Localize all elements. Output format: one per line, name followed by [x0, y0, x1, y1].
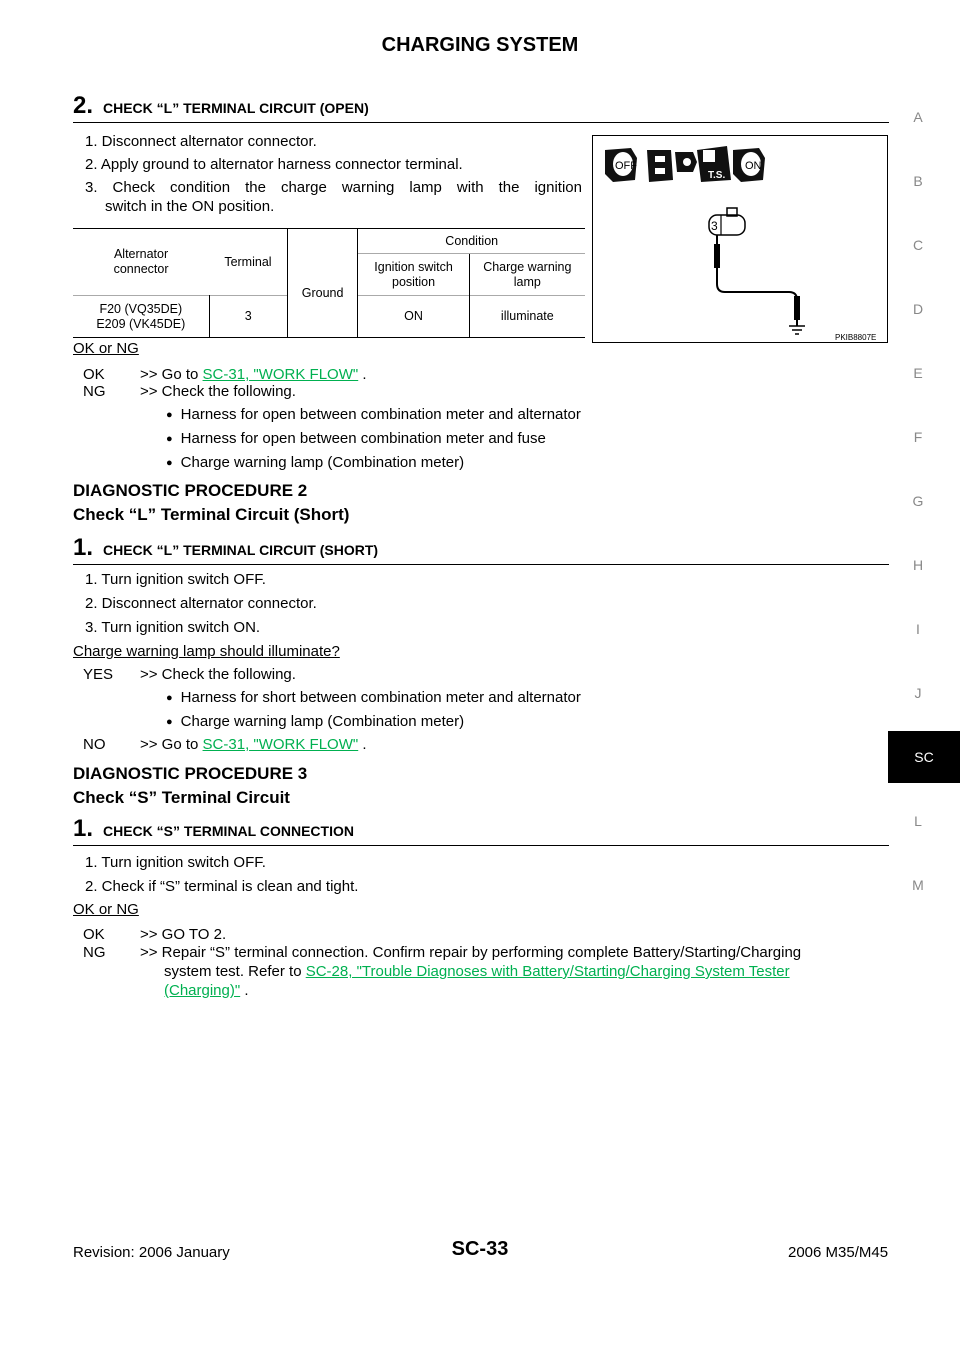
step-number: 2. [73, 92, 94, 119]
list-item: ● Harness for open between combination meter and fuse [166, 430, 546, 447]
result-ng-action: >> Check the following. [140, 383, 296, 400]
question-label: OK or NG [73, 340, 139, 357]
terminal-number: 3 [711, 219, 718, 233]
table-header-connector: Alternator connector [73, 229, 209, 296]
battery-tester-link[interactable]: SC-28, "Trouble Diagnoses with Battery/Starting/Charging System Tester [305, 963, 790, 980]
page-title: CHARGING SYSTEM [381, 34, 579, 56]
result-ng: NG [83, 944, 106, 961]
result-no: NO [83, 736, 106, 753]
instruction-item-continued: switch in the ON position. [105, 198, 275, 215]
side-index-j[interactable]: J [914, 685, 922, 701]
table-cell-ignition: ON [358, 296, 469, 338]
instruction-item: 1. Turn ignition switch OFF. [85, 854, 266, 871]
step-title: CHECK “L” TERMINAL CIRCUIT (SHORT) [103, 542, 379, 558]
result-ng-action-continued: (Charging)" . [164, 982, 249, 999]
result-ng-action: >> Repair “S” terminal connection. Confirm repair by performing complete Battery/Starting/Charging [140, 944, 802, 961]
side-index-i[interactable]: I [916, 621, 920, 637]
side-index-e[interactable]: E [913, 365, 923, 381]
table-cell-lamp: illuminate [469, 296, 585, 338]
result-ng: NG [83, 383, 106, 400]
list-item: ● Charge warning lamp (Combination meter) [166, 454, 465, 471]
ignition-on-icon [733, 148, 765, 182]
result-ng-action-continued: system test. Refer to SC-28, "Trouble Diagnoses with Battery/Starting/Charging System Tester [164, 963, 790, 980]
work-flow-link[interactable]: SC-31, "WORK FLOW" [202, 366, 359, 383]
side-index-a[interactable]: A [913, 109, 923, 125]
footer-model: 2006 M35/M45 [788, 1244, 889, 1261]
wiring-diagram [592, 135, 888, 343]
svg-text:T.S.: T.S. [708, 170, 726, 181]
page-number: SC-33 [451, 1238, 509, 1260]
battery-tester-link-continued[interactable]: (Charging)" [164, 982, 241, 999]
side-index-f[interactable]: F [913, 429, 923, 445]
list-item: ● Harness for open between combination meter and alternator [166, 406, 581, 423]
result-no-action: >> Go to SC-31, "WORK FLOW" . [140, 736, 367, 753]
step-title: CHECK “L” TERMINAL CIRCUIT (OPEN) [103, 100, 369, 116]
instruction-item: 1. Turn ignition switch OFF. [85, 571, 266, 588]
step-number: 1. [73, 534, 94, 561]
svg-text:ON: ON [745, 160, 762, 172]
result-yes-action: >> Check the following. [140, 666, 296, 683]
procedure-subtitle: Check “L” Terminal Circuit (Short) [73, 505, 350, 524]
connector-icon [647, 150, 697, 182]
ground-wire [714, 235, 805, 334]
result-ok-action: >> Go to SC-31, "WORK FLOW" . [140, 366, 367, 383]
question-label: OK or NG [73, 901, 139, 918]
instruction-item: 2. Check if “S” terminal is clean and tight. [85, 878, 359, 895]
table-header-lamp: Charge warning lamp [483, 259, 572, 289]
condition-table [73, 228, 585, 338]
result-ok: OK [83, 366, 105, 383]
side-index-g[interactable]: G [912, 493, 924, 509]
instruction-item: 2. Disconnect alternator connector. [85, 595, 317, 612]
result-ok: OK [83, 926, 105, 943]
question-label: Charge warning lamp should illuminate? [73, 643, 340, 660]
footer-revision: Revision: 2006 January [73, 1244, 230, 1261]
procedure-title: DIAGNOSTIC PROCEDURE 2 [73, 481, 308, 500]
list-item: ● Charge warning lamp (Combination meter) [166, 713, 465, 730]
side-index-h[interactable]: H [912, 557, 924, 573]
side-index-b[interactable]: B [913, 173, 923, 189]
list-item: ● Harness for short between combination meter and alternator [166, 689, 581, 706]
side-index-l[interactable]: L [914, 813, 922, 829]
diagram-code: PKIB8807E [835, 333, 877, 342]
table-cell-terminal: 3 [209, 296, 287, 338]
step-header [73, 92, 889, 123]
instruction-item: 3. Turn ignition switch ON. [85, 619, 261, 636]
table-header-terminal: Terminal [209, 229, 287, 296]
side-index-m[interactable]: M [912, 877, 924, 893]
instruction-item: 3. Check condition the charge warning lamp with the ignition [85, 179, 582, 196]
harness-connector-icon [709, 208, 745, 235]
ignition-off-icon [605, 148, 637, 182]
procedure-subtitle: Check “S” Terminal Circuit [73, 788, 290, 807]
instruction-item: 1. Disconnect alternator connector. [85, 133, 317, 150]
work-flow-link[interactable]: SC-31, "WORK FLOW" [202, 736, 359, 753]
table-cell-connector: F20 (VQ35DE) E209 (VK45DE) [73, 296, 209, 338]
svg-text:OFF: OFF [615, 160, 637, 172]
tester-icon [697, 146, 731, 182]
step-header [73, 815, 889, 846]
instruction-item: 2. Apply ground to alternator harness connector terminal. [85, 156, 463, 173]
table-header-ignition: Ignition switch position [358, 254, 469, 296]
step-title: CHECK “S” TERMINAL CONNECTION [103, 823, 354, 839]
result-ok-action: >> GO TO 2. [140, 926, 227, 943]
result-yes: YES [83, 666, 114, 683]
step-number: 1. [73, 815, 94, 842]
wiring-diagram-svg [593, 136, 887, 342]
table-ground: Ground [287, 229, 358, 338]
side-index-sc-active[interactable]: SC [888, 731, 960, 783]
side-index-d[interactable]: D [912, 301, 924, 317]
step-header [73, 534, 889, 565]
side-index-c[interactable]: C [912, 237, 924, 253]
procedure-title: DIAGNOSTIC PROCEDURE 3 [73, 764, 308, 783]
table-header-condition: Condition [358, 229, 585, 254]
